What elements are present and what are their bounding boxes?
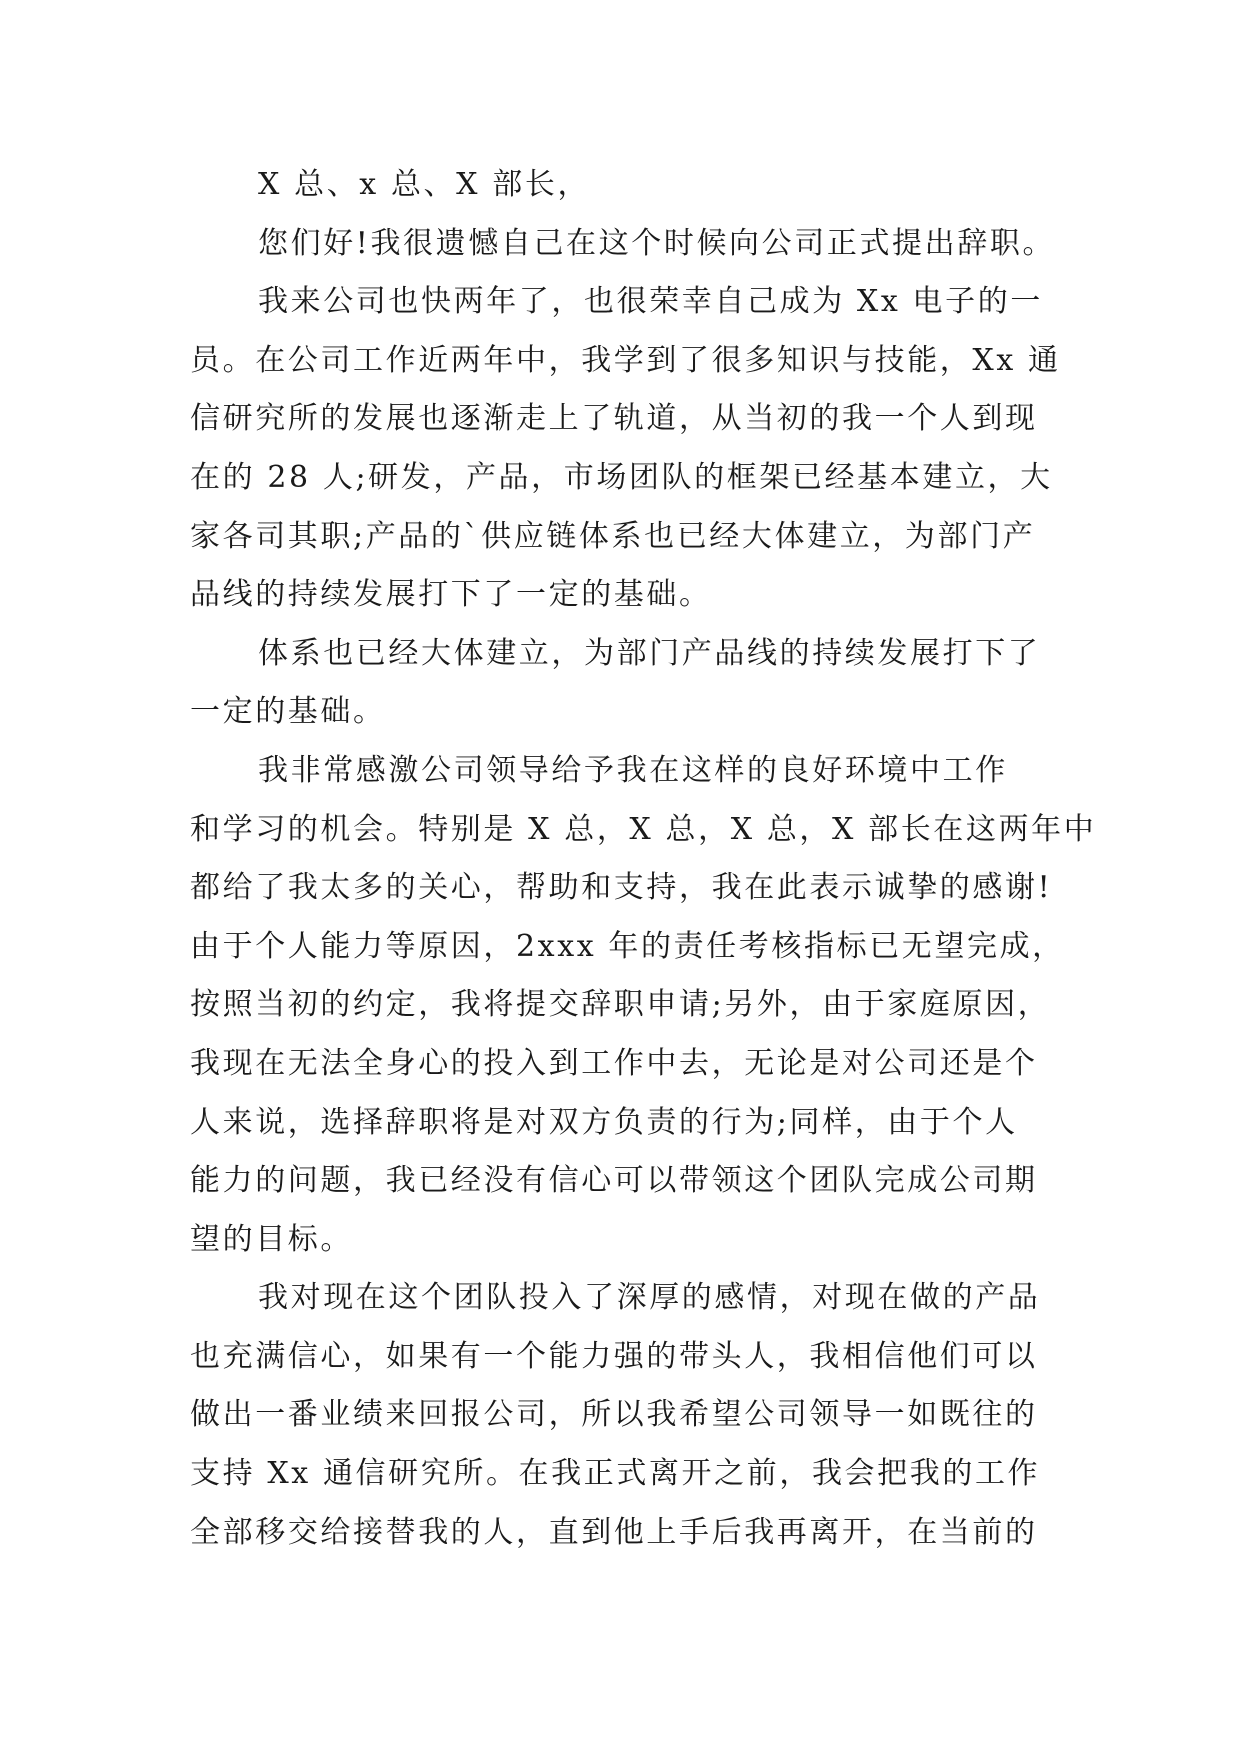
text-line: 我对现在这个团队投入了深厚的感情，对现在做的产品 xyxy=(258,1280,1041,1316)
text-line: 和学习的机会。特别是 X 总，X 总，X 总，X 部长在这两年中 xyxy=(190,811,1097,847)
text-line: 体系也已经大体建立，为部门产品线的持续发展打下了 xyxy=(258,635,1041,671)
text-line: 按照当初的约定，我将提交辞职申请;另外，由于家庭原因， xyxy=(190,987,1051,1023)
text-line: 能力的问题，我已经没有信心可以带领这个团队完成公司期 xyxy=(190,1163,1038,1199)
salutation: X 总、x 总、X 部长， xyxy=(258,167,591,202)
text-line: 在的 28 人;研发，产品，市场团队的框架已经基本建立，大 xyxy=(190,459,1053,495)
text-line: 都给了我太多的关心，帮助和支持，我在此表示诚挚的感谢! xyxy=(190,870,1053,906)
text-line: 您们好!我很遗憾自己在这个时候向公司正式提出辞职。 xyxy=(258,225,1056,261)
text-line: 做出一番业绩来回报公司，所以我希望公司领导一如既往的 xyxy=(190,1397,1038,1433)
text-line: 我来公司也快两年了，也很荣幸自己成为 Xx 电子的一 xyxy=(258,284,1043,320)
text-line: 也充满信心，如果有一个能力强的带头人，我相信他们可以 xyxy=(190,1338,1038,1374)
text-line: 全部移交给接替我的人，直到他上手后我再离开，在当前的 xyxy=(190,1514,1038,1550)
text-line: 员。在公司工作近两年中，我学到了很多知识与技能，Xx 通 xyxy=(190,342,1061,378)
letter-body xyxy=(190,156,1097,1562)
text-line: 望的目标。 xyxy=(190,1221,353,1257)
text-line: 我现在无法全身心的投入到工作中去，无论是对公司还是个 xyxy=(190,1045,1038,1081)
text-line: 支持 Xx 通信研究所。在我正式离开之前，我会把我的工作 xyxy=(190,1456,1041,1492)
text-line: 人来说，选择辞职将是对双方负责的行为;同样，由于个人 xyxy=(190,1104,1018,1140)
text-line: 家各司其职;产品的`供应链体系也已经大体建立，为部门产 xyxy=(190,518,1036,554)
text-line: 信研究所的发展也逐渐走上了轨道，从当初的我一个人到现 xyxy=(190,401,1038,437)
text-line: 由于个人能力等原因，2xxx 年的责任考核指标已无望完成， xyxy=(190,928,1065,964)
text-line: 我非常感激公司领导给予我在这样的良好环境中工作 xyxy=(258,752,1008,788)
text-line: 一定的基础。 xyxy=(190,694,386,730)
text-line: 品线的持续发展打下了一定的基础。 xyxy=(190,577,712,613)
